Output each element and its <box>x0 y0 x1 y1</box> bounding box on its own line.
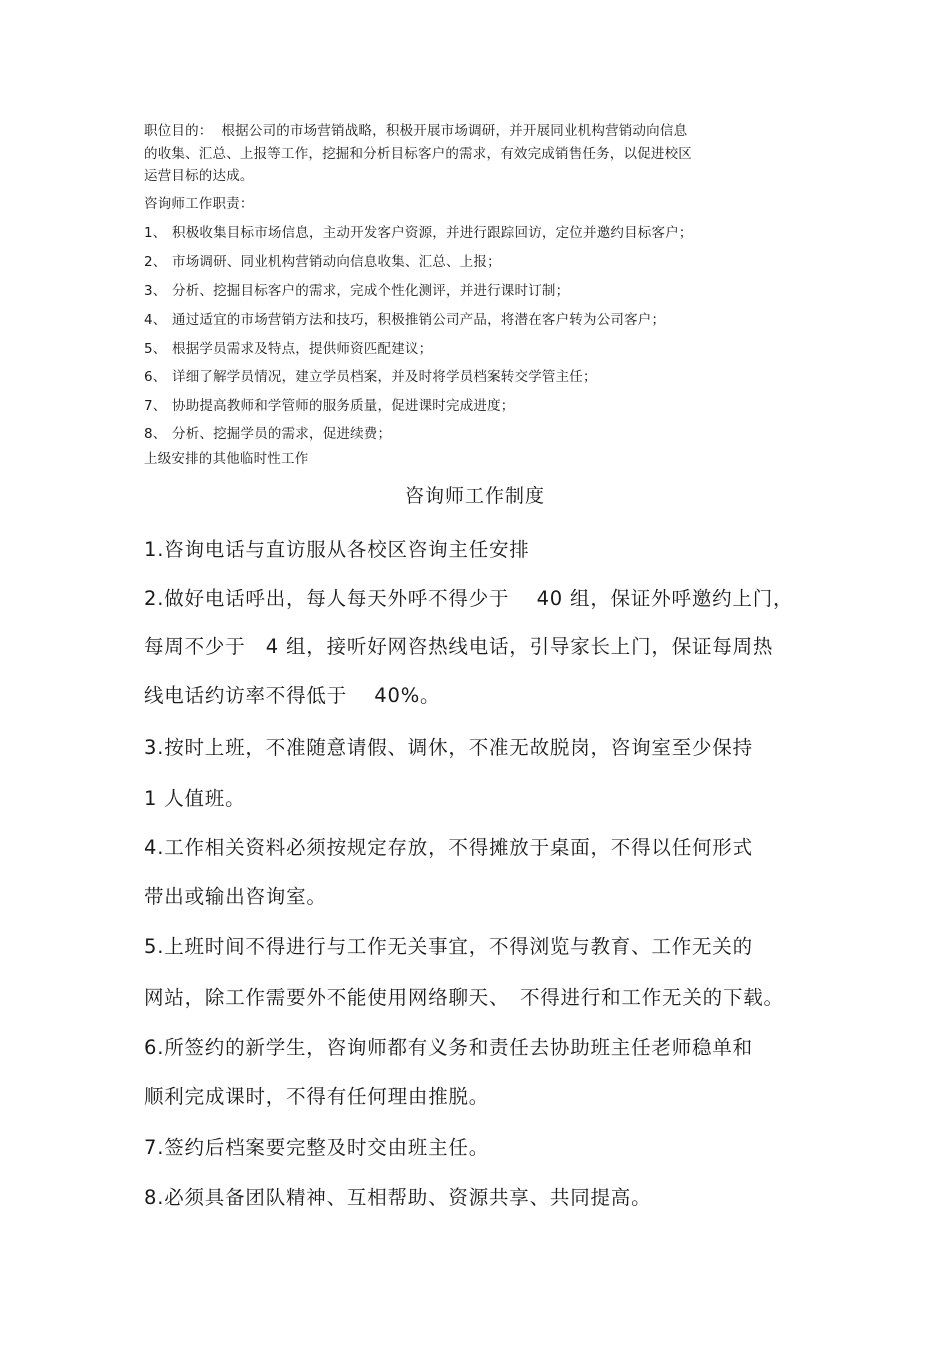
duty-item <box>144 396 515 416</box>
duty-item <box>144 281 569 301</box>
duty-number: 7、 <box>144 398 167 414</box>
rule-line: 3.按时上班，不准随意请假、调休，不准无故脱岗，咨询室至少保持 <box>144 736 753 759</box>
rule-line: 顺利完成课时，不得有任何理由推脱。 <box>144 1085 490 1108</box>
duty-item <box>144 367 597 387</box>
rule-line: 1.咨询电话与直访服从各校区咨询主任安排 <box>144 538 530 561</box>
rule-line: 5.上班时间不得进行与工作无关事宜，不得浏览与教育、工作无关的 <box>144 935 753 958</box>
duty-number: 2、 <box>144 254 167 270</box>
duty-item <box>144 310 665 330</box>
duties-other: 上级安排的其他临时性工作 <box>144 451 309 467</box>
rule-line: 每周不少于 4 组，接听好网咨热线电话，引导家长上门，保证每周热 <box>144 635 774 658</box>
duty-text: 协助提高教师和学管师的服务质量，促进课时完成进度； <box>172 398 515 414</box>
duty-number: 1、 <box>144 225 167 241</box>
duty-text: 分析、挖掘目标客户的需求，完成个性化测评，并进行课时订制； <box>172 283 570 299</box>
rule-line: 7.签约后档案要完整及时交由班主任。 <box>144 1136 490 1159</box>
duty-item <box>144 424 391 444</box>
purpose-line-1 <box>144 120 764 143</box>
rule-line: 线电话约访率不得低于 40%。 <box>144 684 441 707</box>
duty-number: 5、 <box>144 341 167 357</box>
duties-heading: 咨询师工作职责： <box>144 196 254 212</box>
purpose-label: 职位目的： <box>144 123 213 139</box>
purpose-text-1: 根据公司的市场营销战略，积极开展市场调研，并开展同业机构营销动向信息 <box>221 123 688 139</box>
duty-item <box>144 252 501 272</box>
duty-text: 市场调研、同业机构营销动向信息收集、汇总、上报； <box>172 254 501 270</box>
purpose-line-2: 的收集、汇总、上报等工作，挖掘和分析目标客户的需求，有效完成销售任务，以促进校区 <box>144 145 692 162</box>
rule-line: 带出或输出咨询室。 <box>144 885 327 908</box>
rule-line: 网站，除工作需要外不能使用网络聊天、 不得进行和工作无关的下载。 <box>144 986 784 1009</box>
rule-line: 4.工作相关资料必须按规定存放，不得摊放于桌面，不得以任何形式 <box>144 836 753 859</box>
duty-number: 6、 <box>144 369 167 385</box>
duty-item <box>144 339 432 359</box>
duty-number: 8、 <box>144 426 167 442</box>
rule-line: 8.必须具备团队精神、互相帮助、资源共享、共同提高。 <box>144 1186 652 1209</box>
duty-item <box>144 223 693 243</box>
duty-text: 根据学员需求及特点，提供师资匹配建议； <box>172 341 433 357</box>
duty-text: 详细了解学员情况，建立学员档案，并及时将学员档案转交学管主任； <box>172 369 597 385</box>
duty-number: 4、 <box>144 312 167 328</box>
duty-text: 积极收集目标市场信息，主动开发客户资源，并进行跟踪回访，定位并邀约目标客户； <box>172 225 693 241</box>
purpose-line-3: 运营目标的达成。 <box>144 168 254 184</box>
rule-line: 2.做好电话呼出，每人每天外呼不得少于 40 组，保证外呼邀约上门， <box>144 587 794 610</box>
rules-title: 咨询师工作制度 <box>404 485 545 507</box>
duty-number: 3、 <box>144 283 167 299</box>
duty-text: 分析、挖掘学员的需求，促进续费； <box>172 426 392 442</box>
rule-line: 6.所签约的新学生，咨询师都有义务和责任去协助班主任老师稳单和 <box>144 1036 753 1059</box>
rule-line: 1 人值班。 <box>144 787 246 810</box>
position-purpose <box>144 120 764 188</box>
duty-text: 通过适宜的市场营销方法和技巧，积极推销公司产品，将潜在客户转为公司客户； <box>172 312 666 328</box>
